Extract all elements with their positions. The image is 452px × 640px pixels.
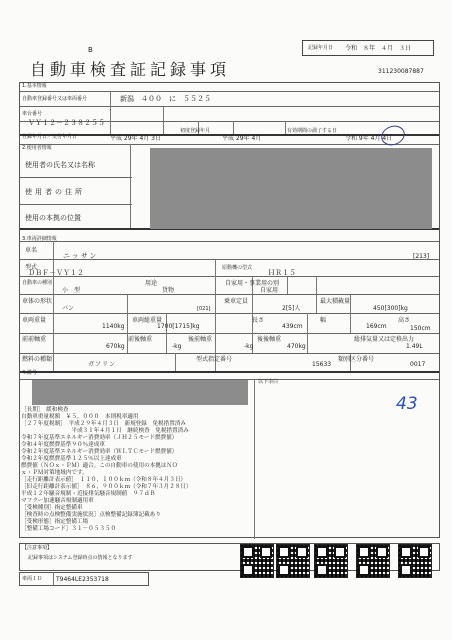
load-label: 最大積載量: [320, 298, 351, 305]
remarks-line: ［走行距離計表示値］ １１０，１００ｋｍ（令和８年４月３日）: [21, 477, 187, 483]
remarks-redaction: [32, 380, 248, 405]
expiry-value: 令和 9年 4月 4日: [345, 135, 393, 142]
engine-label: 原動機の型式: [222, 265, 253, 271]
engine-value: ＨＲ１５: [268, 269, 296, 277]
model-value: ＤＢＦ－ＶＹ１２: [28, 269, 84, 277]
length-label: 長さ: [252, 317, 265, 324]
chassis-value: ＶＹ１２－２３８２５５: [28, 119, 105, 127]
remarks-line: ［受検形態］指定整備工場: [21, 519, 89, 525]
reg-number-value: 新潟 ４００ に ５５２５: [120, 95, 211, 103]
body-label: 車体の形状: [22, 298, 53, 305]
chassis-label: 車台番号: [22, 111, 43, 117]
remarks-line: ［旧走行距離計表示値］ ８６，９００ｋｍ（令和７年３月２８日）: [21, 484, 192, 490]
user-name-label: 使用者の氏名又は名称: [25, 161, 95, 169]
gross-label: 車両総重量: [132, 317, 163, 324]
maker-code: [213]: [413, 253, 430, 260]
weight-value: 1140kg: [102, 323, 125, 330]
gross-value: 1700[1715]kg: [157, 323, 200, 330]
car-id-value: T9464LE2353718: [56, 576, 109, 583]
width-label: 幅: [320, 317, 327, 324]
category-value: 0017: [410, 361, 426, 368]
remarks-line: ［整備工場コード］３１－０５３５０: [21, 526, 117, 532]
initial-reg-label: 初度登録年月: [180, 128, 211, 134]
front-rear-axle-label: 前後軸重: [128, 336, 153, 343]
qr-code-1: [240, 544, 274, 578]
first-reg-label: 登録年月日／交付年月日: [22, 134, 78, 140]
remarks-section-title: 4.備考: [22, 370, 37, 376]
rear-front-axle-label: 後前軸重: [188, 336, 213, 343]
qr-code-5: [398, 544, 432, 578]
load-value: 450[300]kg: [373, 305, 408, 312]
handwritten-number: 43: [396, 394, 418, 414]
remarks-line: 令和２年度燃費基準１２５％以上達成車: [21, 456, 122, 462]
model-label: 型式: [25, 264, 38, 271]
length-value: 439cm: [282, 323, 303, 330]
remarks-line: マフラー加速騒音規制適用車: [21, 498, 94, 504]
maker-value: ニッサン: [63, 252, 99, 260]
initial-reg-value: 平成 29年 4月: [222, 135, 262, 142]
rear-rear-axle-value: 470kg: [287, 343, 306, 350]
qr-code-4: [356, 544, 390, 578]
purpose-label: 自家用・事業用の別: [225, 280, 280, 287]
remarks-line: 平成１２年騒音規制・近接排気騒音規制値 ９７ｄＢ: [21, 491, 156, 497]
designation-value: 15633: [312, 361, 332, 368]
kind-value: 小 型: [62, 287, 81, 294]
kind-label: 自動車の種別: [22, 280, 53, 286]
car-id-box: [19, 572, 149, 586]
car-id-label: 車両ＩＤ: [22, 576, 43, 582]
remarks-line: 平成３１年４月１日 継続検査 免税措置済み: [21, 428, 189, 434]
serial-number: 311230087887: [378, 68, 424, 75]
fuel-label: 燃料の種類: [22, 356, 53, 363]
capacity-value: 2[5]人: [282, 305, 301, 312]
remarks-line: 令和２年度基準エネルギー消費効率（ＷＬＴＣモード燃費値）: [21, 449, 178, 455]
remarks-line: ［長期］ 緩和検査: [21, 407, 69, 413]
record-date-box: [302, 40, 434, 56]
front-rear-axle-value: -kg: [172, 343, 182, 350]
maker-label: 車名: [25, 247, 38, 254]
remarks-line: 令和４年度燃費基準９０％達成車: [21, 442, 105, 448]
rear-front-axle-value: -kg: [244, 343, 254, 350]
category-label: 類別区分番号: [338, 356, 375, 363]
body-value: バン: [62, 305, 75, 312]
remarks-line: ［受検種別］指定整備車: [21, 505, 83, 511]
width-value: 169cm: [366, 323, 387, 330]
fuel-value: ガソリン: [88, 361, 117, 368]
front-front-axle-label: 前前軸重: [22, 336, 47, 343]
user-address-label: 使用者の住所: [25, 188, 85, 196]
basic-section-title: 1.基本情報: [22, 83, 47, 89]
rear-rear-axle-label: 後後軸重: [257, 336, 282, 343]
qr-code-2: [276, 544, 310, 578]
notes-text: 記録事項はシステム登録時点の情報となります: [28, 555, 133, 561]
designation-label: 型式指定番号: [196, 356, 233, 363]
qr-code-3: [314, 544, 348, 578]
vehicle-section-title: 3.車両詳細情報: [22, 236, 57, 242]
height-value: 150cm: [410, 325, 431, 332]
remarks-line: ［２７年度税制］ 平成２９年４月３日 新規登録 免税措置済み: [21, 421, 187, 427]
reg-number-label: 自動車登録番号又は車両番号: [22, 96, 88, 102]
capacity-label: 乗車定員: [224, 298, 249, 305]
weight-label: 車両重量: [22, 317, 47, 324]
remarks-line: 令和７年度基準エネルギー消費効率（ＪＨ２５モード燃費値）: [21, 435, 178, 441]
form-code: B: [88, 46, 93, 54]
remarks-line: 自動車重量税額 ￥５，０００ 本則税率適用: [21, 414, 139, 420]
purpose-value: 自家用: [260, 287, 279, 294]
remarks-continued: 以下余白: [258, 379, 279, 385]
displacement-label: 総排気量又は定格出力: [354, 336, 415, 343]
first-reg-value: 平成 29年 4月 3日: [110, 135, 161, 142]
remarks-line: ［検査時の点検整備実施状況］点検整備記録簿記載あり: [21, 512, 161, 518]
expiry-label: 有効期間の満了する日: [287, 128, 338, 134]
height-label: 高さ: [398, 317, 411, 324]
remarks-line: ｘ・ＰＭ対策地域内です。: [21, 470, 88, 476]
record-date-label: 記録年月日: [308, 45, 334, 51]
displacement-value: 1.49L: [406, 343, 423, 350]
record-date-value: 令和 ８年 ４月 ３日: [345, 45, 412, 52]
remarks-line: 燃費値（ＮＯｘ・ＰＭ）適合。この自動車の使用の本拠はＮＯ: [21, 463, 178, 469]
front-front-axle-value: 670kg: [106, 343, 125, 350]
document-title: 自動車検査証記録事項: [30, 60, 231, 79]
base-location-label: 使用の本拠の位置: [25, 214, 81, 222]
use-label: 用途: [145, 280, 158, 287]
body-code: [021]: [197, 306, 211, 312]
user-section-title: 2.使用者情報: [22, 145, 52, 151]
user-info-redaction: [150, 148, 432, 229]
use-value: 貨物: [162, 287, 175, 294]
notes-label: 【注意事項】: [22, 545, 53, 551]
